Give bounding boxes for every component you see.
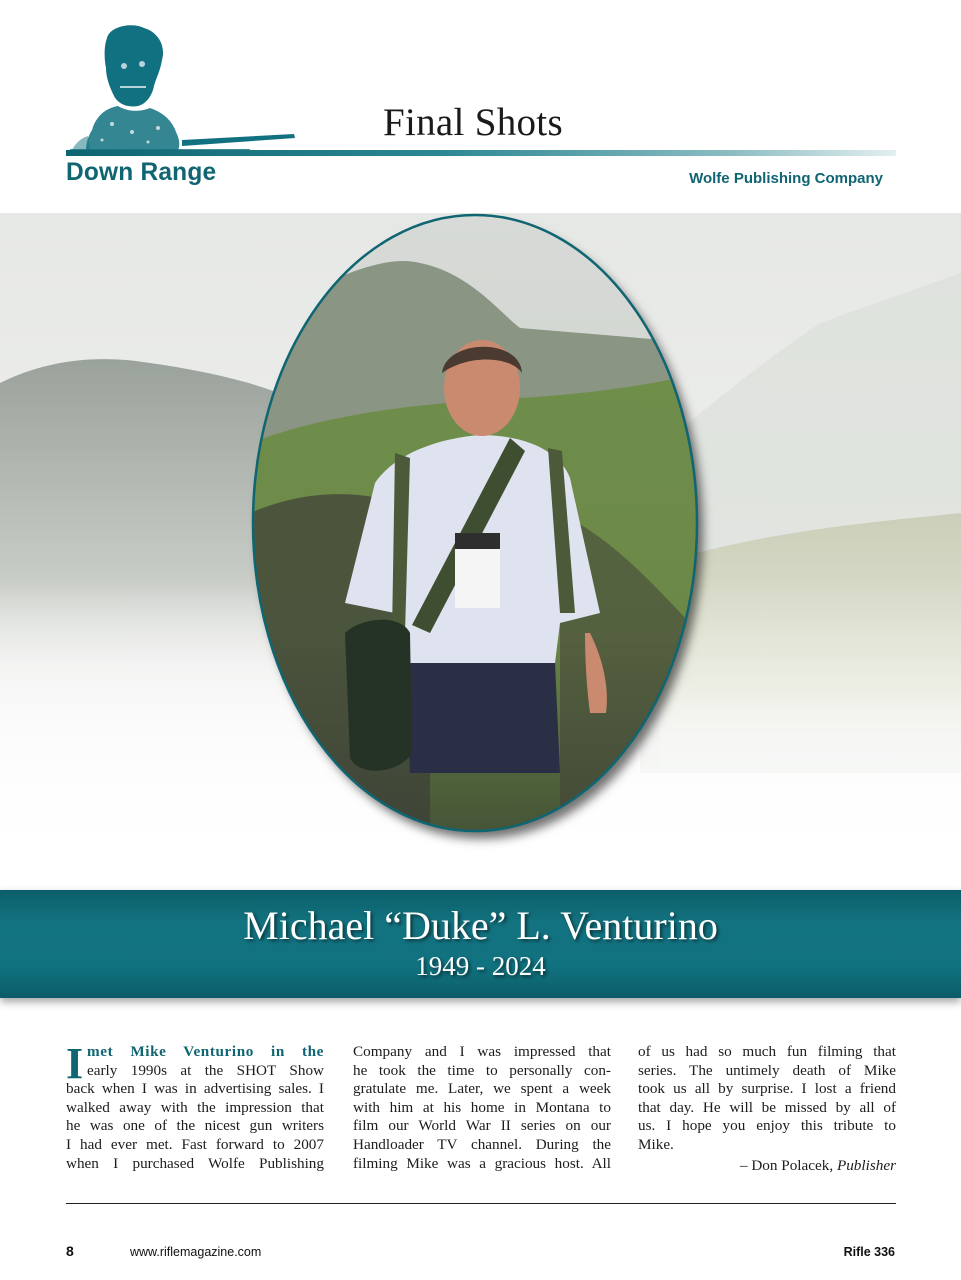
drop-cap: I [66, 1039, 84, 1088]
text-line: when I purchased Wolfe Publishing [66, 1154, 324, 1172]
name-banner [0, 890, 961, 998]
section-name: Down Range [66, 158, 217, 186]
text-line: series. The untimely death of Mike [638, 1061, 896, 1079]
page-number: 8 [66, 1243, 74, 1259]
text-line: early 1990s at the SHOT Show [87, 1061, 324, 1079]
text-line: with him at his home in Montana to [353, 1098, 611, 1116]
text-line: back when I was in advertising sales. I [66, 1080, 324, 1098]
website-url: www.riflemagazine.com [130, 1245, 262, 1259]
text-line: he took the time to personally con- [353, 1061, 611, 1079]
article-lead [66, 1039, 324, 1088]
text-line: filming Mike was a gracious host. All [353, 1154, 611, 1172]
text-line: gratulate me. Later, we spent a week [353, 1080, 611, 1098]
honoree-name: Michael “Duke” L. Venturino [243, 903, 718, 948]
honoree-years: 1949 - 2024 [415, 951, 546, 981]
header-rule [66, 150, 896, 156]
text-line: he was one of the nicest gun writers [66, 1117, 324, 1135]
signature-name: – Don Polacek, [739, 1156, 837, 1174]
text-line: I had ever met. Fast forward to 2007 [66, 1135, 324, 1153]
text-line: that day. He will be missed by all of [638, 1098, 896, 1116]
publisher-name: Wolfe Publishing Company [689, 170, 883, 187]
article-column-2 [353, 1043, 611, 1173]
down-range-logo [62, 20, 302, 160]
hero-photo [0, 213, 961, 873]
text-line: met Mike Venturino in the [87, 1043, 324, 1060]
text-line: Handloader TV channel. During the [353, 1135, 611, 1153]
text-line: walked away with the impression that [66, 1098, 324, 1116]
footer-rule [66, 1203, 896, 1204]
issue-label: Rifle 336 [843, 1245, 895, 1259]
article-column-1 [66, 1039, 324, 1173]
text-line: film our World War II series on our [353, 1117, 611, 1135]
signature [638, 1157, 896, 1176]
text-line: Company and I was impressed that [353, 1043, 611, 1060]
article-column-3 [638, 1043, 896, 1175]
page-title: Final Shots [383, 101, 563, 144]
signature-role: Publisher [836, 1156, 896, 1174]
text-line: us. I hope you enjoy this tribute to [638, 1117, 896, 1135]
text-line: took us all by surprise. I lost a friend [638, 1080, 896, 1098]
text-line: Mike. [638, 1135, 674, 1153]
text-line: of us had so much fun filming that [638, 1043, 896, 1060]
